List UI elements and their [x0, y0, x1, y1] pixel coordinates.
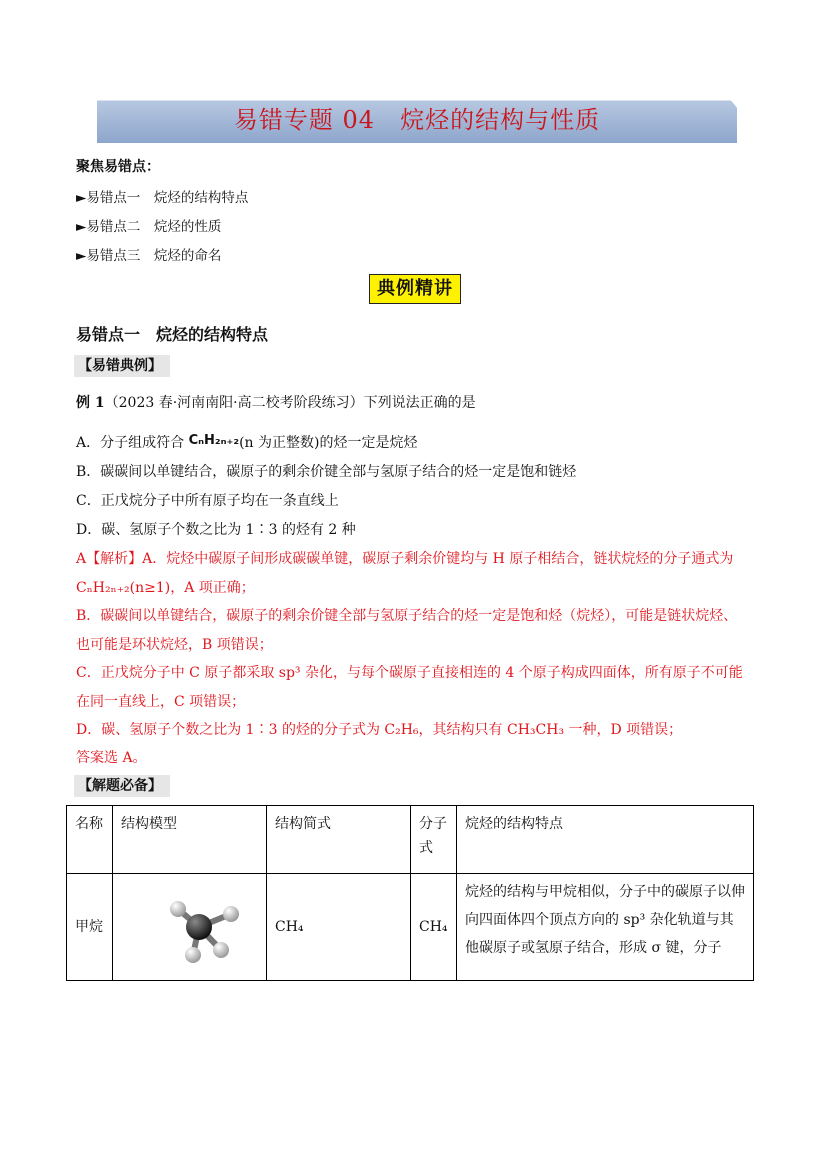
analysis-line-5: C．正戊烷分子中 C 原子都采取 sp³ 杂化，与每个碳原子直接相连的 4 个原子构成四面体，所有原子不可能	[76, 665, 743, 681]
focus-item-3: ►易错点三 烷烃的命名	[76, 248, 222, 264]
analysis-line-1: A【解析】A．烷烃中碳原子间形成碳碳单键，碳原子剩余价键均与 H 原子相结合，链状烷烃的分子通式为	[76, 551, 734, 567]
header-model: 结构模型	[113, 806, 267, 874]
methane-ball-model-icon	[113, 882, 263, 972]
tag-example: 【易错典例】	[74, 355, 170, 377]
option-a-text: A．分子组成符合	[76, 435, 189, 451]
cell-formula: CH₄	[411, 874, 457, 981]
option-a-formula: CₙH₂ₙ₊₂	[188, 433, 240, 448]
analysis-line-6: 在同一直线上，C 项错误；	[76, 694, 246, 710]
section-heading: 易错点一 烷烃的结构特点	[76, 325, 269, 344]
question-stem	[76, 392, 476, 412]
analysis-line-8: 答案选 A。	[76, 750, 147, 766]
analysis-line-7: D．碳、氢原子个数之比为 1∶3 的烃的分子式为 C₂H₆，其结构只有 CH₃CH₃ 一种，D 项错误；	[76, 722, 683, 738]
option-c: C．正戊烷分子中所有原子均在一条直线上	[76, 493, 339, 509]
analysis-line-4: 也可能是环状烷烃，B 项错误；	[76, 637, 273, 653]
alkane-table	[66, 805, 754, 981]
header-formula: 分子式	[411, 806, 457, 874]
analysis-line-3: B．碳碳间以单键结合，碳原子的剩余价键全部与氢原子结合的烃一定是饱和烃（烷烃），可能是链状烷烃、	[76, 608, 738, 624]
header-condensed: 结构简式	[267, 806, 411, 874]
focus-item-2: ►易错点二 烷烃的性质	[76, 219, 222, 235]
tag-essentials: 【解题必备】	[74, 775, 170, 797]
option-a	[76, 432, 417, 452]
header-features: 烷烃的结构特点	[457, 806, 754, 874]
cell-name: 甲烷	[67, 874, 113, 981]
option-a-tail: (n 为正整数)的烃一定是烷烃	[239, 435, 418, 451]
cell-model	[113, 874, 267, 981]
option-b: B．碳碳间以单键结合，碳原子的剩余价键全部与氢原子结合的烃一定是饱和链烃	[76, 464, 577, 480]
focus-title: 聚焦易错点：	[76, 159, 160, 175]
cell-features: 烷烃的结构与甲烷相似，分子中的碳原子以伸向四面体四个顶点方向的 sp³ 杂化轨道与其他碳原子或氢原子结合，形成 σ 键，分子	[457, 874, 754, 981]
page-title: 易错专题 04 烷烃的结构与性质	[233, 106, 601, 134]
focus-item-1: ►易错点一 烷烃的结构特点	[76, 190, 249, 206]
analysis-line-2: CₙH₂ₙ₊₂(n≥1)，A 项正确；	[76, 580, 255, 596]
question-text: （2023 春·河南南阳·高二校考阶段练习）下列说法正确的是	[104, 395, 476, 411]
table-header-row	[67, 806, 754, 874]
header-name: 名称	[67, 806, 113, 874]
section-badge: 典例精讲	[369, 274, 461, 304]
cell-condensed: CH₄	[267, 874, 411, 981]
table-row	[67, 874, 754, 981]
option-d: D．碳、氢原子个数之比为 1∶3 的烃有 2 种	[76, 522, 356, 538]
question-number: 例 1	[76, 395, 105, 411]
